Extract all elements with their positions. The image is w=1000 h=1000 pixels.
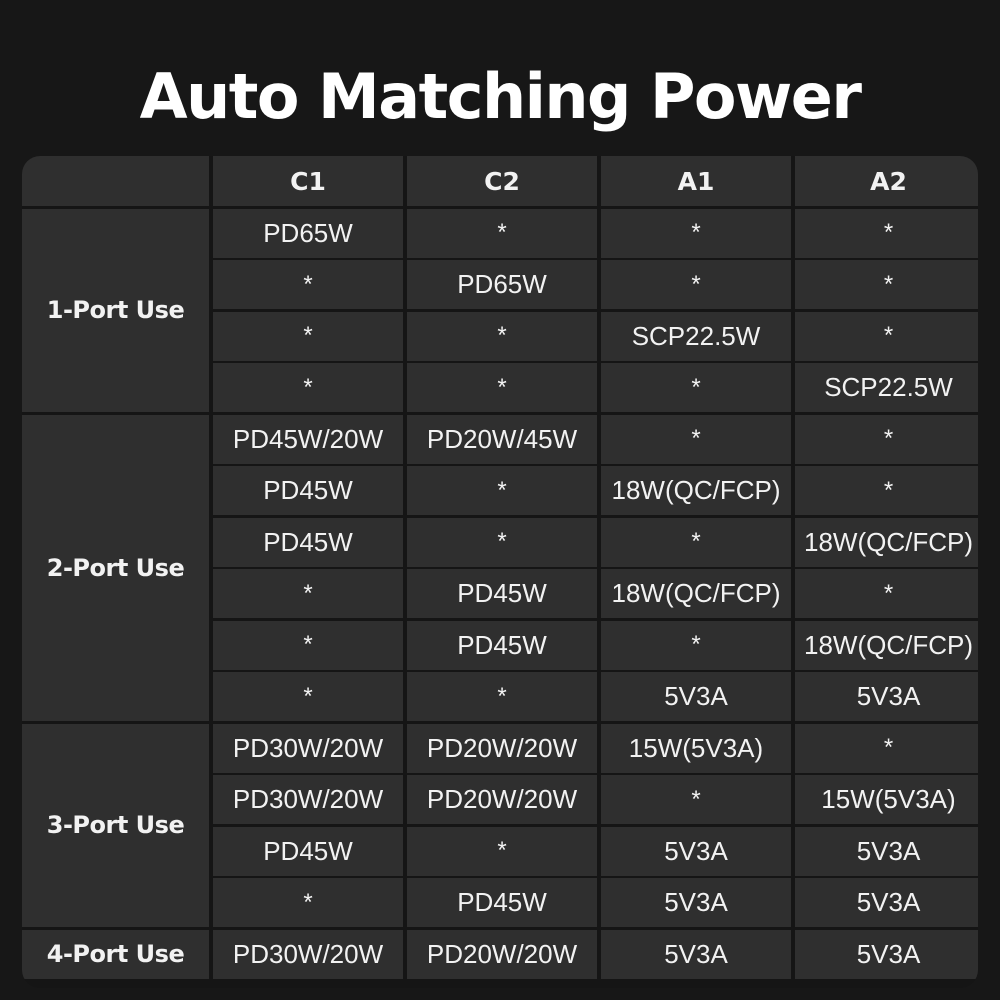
table-cell-c1: PD30W/20W	[213, 775, 403, 824]
table-cell-a1: *	[601, 621, 791, 670]
table-cell-c2: PD20W/20W	[407, 724, 597, 773]
table-cell-c1: PD30W/20W	[213, 930, 403, 979]
table-cell-c2: PD20W/45W	[407, 415, 597, 464]
table-cell-a2: *	[795, 415, 978, 464]
table-cell-a2: SCP22.5W	[795, 363, 978, 412]
column-header-a1: A1	[601, 156, 791, 206]
table-cell-a1: 18W(QC/FCP)	[601, 466, 791, 515]
table-cell-a1: 5V3A	[601, 930, 791, 979]
table-cell-c2: *	[407, 209, 597, 258]
group-label-1-port: 1-Port Use	[22, 209, 209, 413]
table-cell-c2: *	[407, 672, 597, 721]
table-cell-a2: *	[795, 569, 978, 618]
table-cell-c2: PD20W/20W	[407, 930, 597, 979]
table-cell-c2: *	[407, 466, 597, 515]
group-label-4-port: 4-Port Use	[22, 930, 209, 979]
table-cell-c1: PD45W	[213, 466, 403, 515]
table-cell-a1: SCP22.5W	[601, 312, 791, 361]
table-cell-c2: *	[407, 363, 597, 412]
table-cell-c1: *	[213, 260, 403, 309]
table-cell-c2: *	[407, 312, 597, 361]
table-cell-c1: *	[213, 878, 403, 927]
table-cell-a1: *	[601, 209, 791, 258]
table-cell-a1: 18W(QC/FCP)	[601, 569, 791, 618]
page-title: Auto Matching Power	[139, 60, 861, 133]
table-cell-c2: *	[407, 827, 597, 876]
table-cell-c1: *	[213, 569, 403, 618]
table-cell-c1: PD65W	[213, 209, 403, 258]
table-cell-a1: *	[601, 260, 791, 309]
header-corner-cell	[22, 156, 209, 206]
table-cell-a2: *	[795, 466, 978, 515]
column-header-c2: C2	[407, 156, 597, 206]
table-cell-c1: *	[213, 363, 403, 412]
table-cell-a2: *	[795, 260, 978, 309]
table-cell-a1: 5V3A	[601, 878, 791, 927]
table-cell-c2: PD45W	[407, 569, 597, 618]
table-cell-a2: 15W(5V3A)	[795, 775, 978, 824]
table-cell-a2: 5V3A	[795, 930, 978, 979]
table-cell-c2: PD45W	[407, 621, 597, 670]
group-label-2-port: 2-Port Use	[22, 415, 209, 722]
group-label-3-port: 3-Port Use	[22, 724, 209, 928]
table-cell-a1: 15W(5V3A)	[601, 724, 791, 773]
power-matching-table	[22, 156, 978, 988]
table-cell-c1: *	[213, 672, 403, 721]
table-cell-c2: *	[407, 518, 597, 567]
table-cell-a1: 5V3A	[601, 827, 791, 876]
table-cell-c2: PD45W	[407, 878, 597, 927]
column-header-a2: A2	[795, 156, 978, 206]
table-cell-a2: 5V3A	[795, 672, 978, 721]
table-cell-a2: *	[795, 312, 978, 361]
table-cell-c2: PD20W/20W	[407, 775, 597, 824]
table-cell-a2: 18W(QC/FCP)	[795, 518, 978, 567]
table-cell-a1: *	[601, 415, 791, 464]
table-cell-c2: PD65W	[407, 260, 597, 309]
table-cell-c1: PD45W	[213, 518, 403, 567]
table-cell-c1: *	[213, 312, 403, 361]
column-header-c1: C1	[213, 156, 403, 206]
table-cell-c1: *	[213, 621, 403, 670]
table-cell-c1: PD30W/20W	[213, 724, 403, 773]
table-cell-a2: 18W(QC/FCP)	[795, 621, 978, 670]
table-cell-a2: 5V3A	[795, 878, 978, 927]
table-cell-a2: *	[795, 724, 978, 773]
table-cell-c1: PD45W	[213, 827, 403, 876]
table-cell-a1: 5V3A	[601, 672, 791, 721]
table-cell-a1: *	[601, 363, 791, 412]
table-cell-a2: 5V3A	[795, 827, 978, 876]
table-cell-a1: *	[601, 775, 791, 824]
table-cell-a2: *	[795, 209, 978, 258]
table-cell-a1: *	[601, 518, 791, 567]
table-cell-c1: PD45W/20W	[213, 415, 403, 464]
